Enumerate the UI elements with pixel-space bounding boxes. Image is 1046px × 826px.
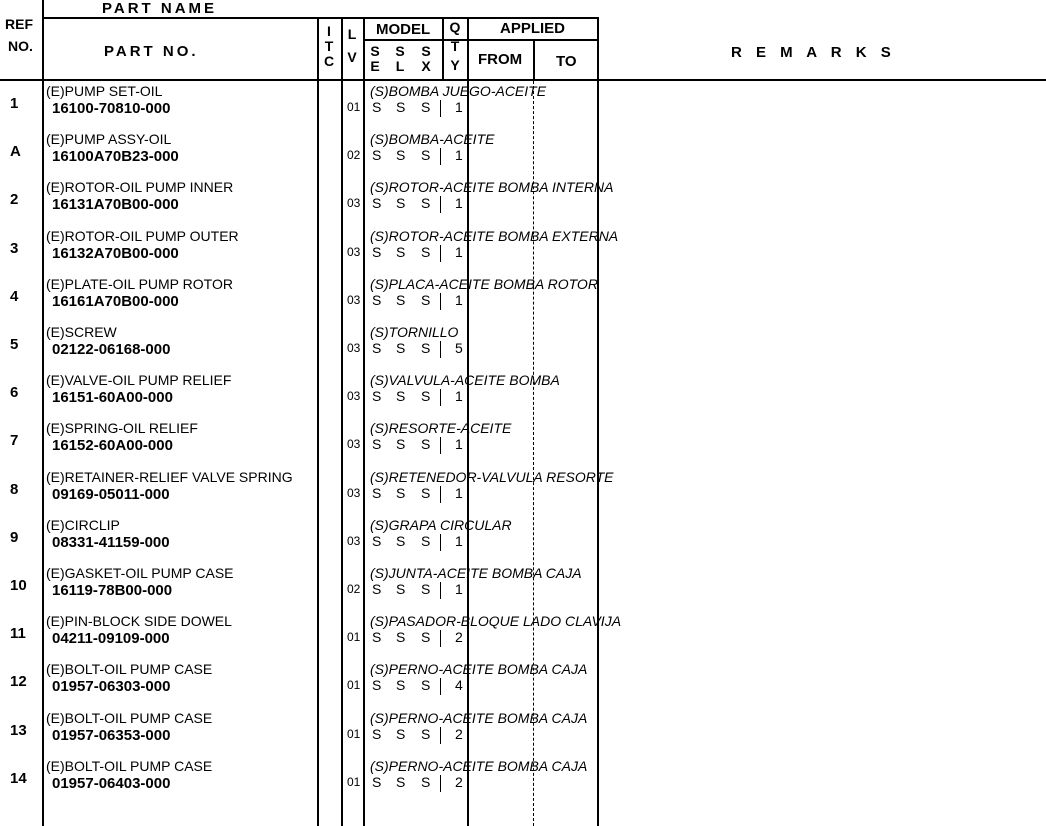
- part-name: (E)BOLT-OIL PUMP CASE: [46, 757, 213, 774]
- model-applicability: S: [421, 677, 431, 694]
- part-name: (E)ROTOR-OIL PUMP OUTER: [46, 227, 239, 244]
- quantity: 1: [455, 291, 463, 308]
- table-row: [0, 228, 1046, 276]
- level: 01: [347, 726, 361, 741]
- header-lv-v: V: [347, 49, 357, 65]
- header-model-se-bottom: E: [370, 58, 380, 74]
- model-applicability: S: [421, 340, 431, 356]
- model-applicability: S: [372, 629, 382, 646]
- model-applicability: S: [372, 388, 382, 405]
- quantity: 1: [455, 195, 463, 212]
- model-applicability: S: [421, 147, 431, 164]
- remark-text: (S)TORNILLO: [370, 324, 459, 340]
- level: 03: [347, 485, 361, 500]
- qty-bar: [440, 148, 441, 165]
- part-name: (E)PIN-BLOCK SIDE DOWEL: [46, 613, 232, 630]
- part-number: 16151-60A00-000: [52, 389, 173, 407]
- model-applicability: S: [372, 243, 382, 260]
- ref-number: 7: [10, 432, 19, 450]
- model-applicability: S: [396, 629, 406, 646]
- qty-bar: [440, 582, 441, 599]
- model-applicability: S: [396, 677, 406, 694]
- qty-bar: [440, 100, 441, 117]
- table-row: [0, 324, 1046, 372]
- remark-text: (S)VALVULA-ACEITE BOMBA: [370, 372, 560, 389]
- header-itc-i: I: [327, 23, 331, 39]
- model-applicability: S: [396, 291, 406, 308]
- model-applicability: S: [421, 291, 431, 308]
- model-applicability: S: [421, 388, 431, 405]
- model-applicability: S: [372, 677, 382, 694]
- header-bottom-line: [0, 79, 1046, 81]
- remark-text: (S)PERNO-ACEITE BOMBA CAJA: [370, 661, 588, 678]
- part-name: (E)GASKET-OIL PUMP CASE: [46, 565, 234, 581]
- table-row: [0, 469, 1046, 517]
- table-row: [0, 661, 1046, 709]
- table-row: [0, 613, 1046, 661]
- header-model-sl-top: S: [395, 43, 405, 59]
- qty-bar: [440, 486, 441, 503]
- model-applicability: S: [372, 532, 382, 549]
- part-number: 16100A70B23-000: [52, 148, 179, 166]
- part-number: 01957-06403-000: [52, 774, 171, 792]
- remark-text: (S)PERNO-ACEITE BOMBA CAJA: [370, 709, 588, 726]
- header-model-sx-bottom: X: [421, 58, 431, 74]
- qty-bar: [440, 389, 441, 406]
- model-applicability: S: [421, 581, 431, 597]
- remark-text: (S)PLACA-ACEITE BOMBA ROTOR: [370, 275, 598, 292]
- model-applicability: S: [396, 581, 406, 597]
- qty-bar: [440, 630, 441, 647]
- quantity: 5: [455, 340, 463, 356]
- level: 01: [347, 774, 361, 789]
- header-ref: REF: [5, 16, 33, 32]
- header-itc-t: T: [324, 38, 334, 54]
- header-qty-q: Q: [449, 19, 461, 35]
- divider-from-to: [533, 41, 535, 81]
- part-name: (E)SCREW: [46, 324, 117, 340]
- level: 03: [347, 389, 361, 404]
- model-applicability: S: [421, 629, 431, 646]
- ref-number: A: [10, 143, 21, 161]
- qty-bar: [440, 678, 441, 695]
- part-number: 09169-05011-000: [52, 485, 170, 503]
- part-number: 01957-06303-000: [52, 678, 171, 696]
- header-qty: [448, 20, 462, 73]
- part-number: 02122-06168-000: [52, 341, 171, 358]
- model-applicability: S: [421, 99, 431, 115]
- ref-number: 9: [10, 528, 19, 546]
- header-model-sl: [393, 44, 407, 74]
- part-number: 16119-78B00-000: [52, 582, 173, 599]
- level: 02: [347, 148, 361, 163]
- model-applicability: S: [372, 725, 382, 742]
- part-number: 16100-70810-000: [52, 100, 171, 117]
- model-applicability: S: [396, 99, 406, 115]
- ref-number: 5: [10, 336, 19, 353]
- table-row: [0, 565, 1046, 613]
- model-applicability: S: [396, 340, 406, 356]
- model-applicability: S: [372, 484, 382, 501]
- part-number: 04211-09109-000: [52, 630, 170, 648]
- model-applicability: S: [372, 340, 382, 356]
- table-row: [0, 276, 1046, 324]
- table-row: [0, 179, 1046, 227]
- ref-number: 3: [10, 239, 19, 257]
- level: 01: [347, 100, 361, 114]
- header-no: NO.: [8, 38, 33, 54]
- part-number: 16161A70B00-000: [52, 292, 179, 310]
- ref-number: 11: [10, 625, 26, 643]
- part-name: (E)SPRING-OIL RELIEF: [46, 420, 198, 437]
- level: 03: [347, 244, 361, 259]
- quantity: 2: [455, 629, 463, 646]
- header-model-sx: [419, 44, 433, 74]
- quantity: 1: [455, 99, 463, 115]
- ref-number: 2: [10, 191, 19, 209]
- table-row: [0, 83, 1046, 131]
- ref-number: 6: [10, 384, 19, 402]
- header-to: TO: [556, 53, 577, 70]
- part-name: (E)ROTOR-OIL PUMP INNER: [46, 179, 234, 196]
- ref-number: 10: [10, 577, 27, 594]
- qty-bar: [440, 341, 441, 358]
- level: 01: [347, 678, 361, 693]
- header-lv: [345, 27, 359, 65]
- header-model-sx-top: S: [421, 43, 431, 59]
- divider-qty: [442, 17, 444, 81]
- level: 03: [347, 292, 361, 307]
- part-number: 01957-06353-000: [52, 726, 171, 744]
- qty-bar: [440, 245, 441, 262]
- level: 03: [347, 437, 361, 452]
- remark-text: (S)PERNO-ACEITE BOMBA CAJA: [370, 757, 588, 774]
- header-part-no: PART NO.: [104, 43, 199, 60]
- header-lv-l: L: [347, 26, 357, 42]
- table-row: [0, 131, 1046, 179]
- header-model: MODEL: [376, 21, 431, 38]
- part-name: (E)PUMP ASSY-OIL: [46, 131, 172, 148]
- remark-text: (S)RESORTE-ACEITE: [370, 420, 512, 437]
- remark-text: (S)BOMBA-ACEITE: [370, 131, 495, 148]
- part-name: (E)CIRCLIP: [46, 516, 120, 533]
- part-name: (E)RETAINER-RELIEF VALVE SPRING: [46, 468, 293, 485]
- remark-text: (S)RETENEDOR-VALVULA RESORTE: [370, 468, 614, 485]
- qty-bar: [440, 293, 441, 310]
- level: 02: [347, 582, 361, 596]
- model-applicability: S: [421, 484, 431, 501]
- header-remarks: R E M A R K S: [731, 44, 896, 61]
- ref-number: 1: [10, 95, 19, 112]
- model-applicability: S: [396, 436, 406, 453]
- model-applicability: S: [396, 388, 406, 405]
- level: 03: [347, 533, 361, 548]
- model-applicability: S: [396, 725, 406, 742]
- model-applicability: S: [396, 484, 406, 501]
- quantity: 4: [455, 677, 463, 694]
- quantity: 1: [455, 388, 463, 405]
- remark-text: (S)ROTOR-ACEITE BOMBA INTERNA: [370, 179, 614, 196]
- remark-text: (S)JUNTA-ACEITE BOMBA CAJA: [370, 565, 582, 581]
- part-number: 16152-60A00-000: [52, 437, 173, 455]
- model-applicability: S: [372, 99, 382, 115]
- model-applicability: S: [421, 436, 431, 453]
- ref-number: 13: [10, 721, 27, 739]
- qty-bar: [440, 534, 441, 551]
- header-from: FROM: [478, 51, 523, 68]
- header-model-se-top: S: [370, 43, 380, 59]
- model-applied-divider: [364, 39, 598, 41]
- part-name: (E)PUMP SET-OIL: [46, 83, 163, 99]
- part-name: (E)PLATE-OIL PUMP ROTOR: [46, 275, 233, 292]
- quantity: 1: [455, 532, 463, 549]
- header-qty-y: Y: [450, 57, 460, 73]
- part-number: 16132A70B00-000: [52, 244, 179, 262]
- quantity: 1: [455, 581, 463, 597]
- model-applicability: S: [421, 725, 431, 742]
- ref-number: 12: [10, 673, 27, 691]
- model-applicability: S: [396, 195, 406, 212]
- qty-bar: [440, 775, 441, 792]
- model-applicability: S: [372, 195, 382, 212]
- quantity: 1: [455, 436, 463, 453]
- header-itc-c: C: [323, 53, 335, 69]
- remark-text: (S)GRAPA CIRCULAR: [370, 516, 512, 533]
- model-applicability: S: [372, 147, 382, 164]
- level: 03: [347, 196, 361, 211]
- header-part-name: PART NAME: [102, 0, 218, 17]
- model-applicability: S: [372, 291, 382, 308]
- table-row: [0, 420, 1046, 468]
- ref-number: 8: [10, 480, 19, 498]
- part-name: (E)BOLT-OIL PUMP CASE: [46, 709, 213, 726]
- table-row: [0, 517, 1046, 565]
- table-row: [0, 372, 1046, 420]
- model-applicability: S: [372, 773, 382, 790]
- header-model-se: [368, 44, 382, 74]
- table-row: [0, 710, 1046, 758]
- qty-bar: [440, 727, 441, 744]
- remark-text: (S)BOMBA JUEGO-ACEITE: [370, 83, 547, 99]
- model-applicability: S: [372, 581, 382, 597]
- header-qty-t: T: [450, 38, 460, 54]
- ref-number: 4: [10, 287, 19, 305]
- quantity: 1: [455, 484, 463, 501]
- model-applicability: S: [421, 195, 431, 212]
- level: 03: [347, 341, 361, 355]
- header-model-sl-bottom: L: [395, 58, 405, 74]
- model-applicability: S: [396, 532, 406, 549]
- table-row: [0, 758, 1046, 806]
- ref-number: 14: [10, 769, 27, 787]
- qty-bar: [440, 196, 441, 213]
- header-itc: [322, 24, 336, 69]
- part-number: 08331-41159-000: [52, 533, 170, 551]
- model-applicability: S: [396, 147, 406, 164]
- part-name: (E)BOLT-OIL PUMP CASE: [46, 661, 213, 678]
- remark-text: (S)ROTOR-ACEITE BOMBA EXTERNA: [370, 227, 619, 244]
- qty-bar: [440, 437, 441, 454]
- model-applicability: S: [372, 436, 382, 453]
- header-top-line: [44, 17, 598, 19]
- quantity: 1: [455, 147, 463, 164]
- header-applied: APPLIED: [500, 20, 566, 37]
- remark-text: (S)PASADOR-BLOQUE LADO CLAVIJA: [370, 613, 622, 630]
- quantity: 2: [455, 725, 463, 742]
- part-number: 16131A70B00-000: [52, 196, 179, 214]
- quantity: 1: [455, 243, 463, 260]
- model-applicability: S: [396, 773, 406, 790]
- part-name: (E)VALVE-OIL PUMP RELIEF: [46, 372, 232, 389]
- model-applicability: S: [421, 773, 431, 790]
- level: 01: [347, 630, 361, 645]
- model-applicability: S: [421, 532, 431, 549]
- model-applicability: S: [421, 243, 431, 260]
- quantity: 2: [455, 773, 463, 790]
- model-applicability: S: [396, 243, 406, 260]
